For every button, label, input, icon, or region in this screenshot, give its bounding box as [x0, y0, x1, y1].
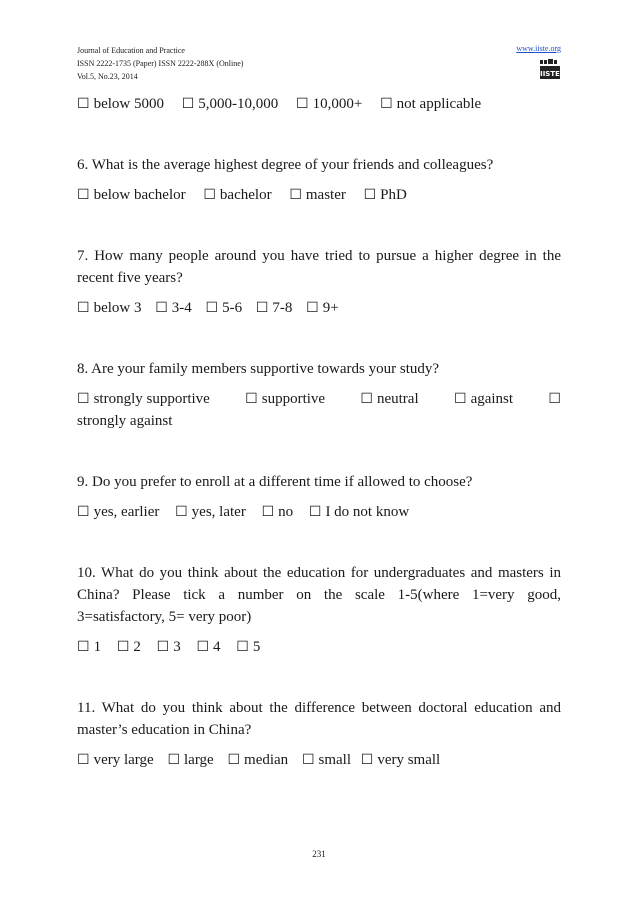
option-label: 3: [173, 639, 181, 655]
issn-line: ISSN 2222-1735 (Paper) ISSN 2222-288X (Online): [77, 59, 244, 68]
option[interactable]: [364, 187, 407, 203]
checkbox-icon[interactable]: ☐: [155, 300, 168, 316]
checkbox-icon[interactable]: ☐: [308, 504, 322, 520]
checkbox-icon[interactable]: ☐: [306, 300, 319, 316]
option[interactable]: [302, 752, 351, 768]
checkbox-icon[interactable]: ☐: [548, 391, 561, 407]
questionnaire: [77, 93, 561, 771]
iiste-logo-icon: [539, 58, 561, 80]
option-label: bachelor: [219, 187, 272, 203]
option[interactable]: [167, 752, 213, 768]
question-11: 11. What do you think about the difference between doctoral education and master’s education in China?: [77, 700, 561, 738]
option-label: 5,000-10,000: [198, 96, 279, 112]
option-label: no: [278, 504, 294, 520]
option[interactable]: [361, 752, 440, 768]
q11-options: [77, 749, 561, 771]
question-10: 10. What do you think about the education for undergraduates and masters in China? Please tick a number on the scale 1-5(where 1=very good, 3=satisfactory, 5= very poor): [77, 565, 561, 625]
option-label: 4: [213, 639, 221, 655]
option[interactable]: [77, 388, 210, 410]
option[interactable]: [256, 300, 293, 316]
option[interactable]: [77, 300, 141, 316]
option-label: below 5000: [93, 96, 164, 112]
option-label: 5: [252, 639, 261, 655]
option[interactable]: [360, 388, 418, 410]
checkbox-icon[interactable]: ☐: [116, 639, 130, 655]
option-label: 3-4: [171, 300, 192, 316]
option[interactable]: [262, 504, 294, 520]
checkbox-icon[interactable]: ☐: [255, 300, 269, 316]
option[interactable]: [77, 187, 186, 203]
option[interactable]: [548, 388, 561, 410]
option[interactable]: [236, 639, 260, 655]
option[interactable]: [155, 300, 192, 316]
q5-options: [77, 93, 561, 115]
option[interactable]: [206, 300, 243, 316]
option-label: very large: [93, 752, 154, 768]
q10-options: [77, 636, 561, 658]
checkbox-icon[interactable]: ☐: [77, 391, 90, 407]
option[interactable]: [196, 639, 220, 655]
option-label: small: [318, 752, 351, 768]
q8-options: [77, 388, 561, 410]
checkbox-icon[interactable]: ☐: [175, 504, 188, 520]
option-label: very small: [377, 752, 441, 768]
option-label: 5-6: [222, 300, 243, 316]
option-label: 10,000+: [312, 96, 363, 112]
option-label: against: [470, 391, 514, 407]
q9-options: [77, 501, 561, 523]
checkbox-icon[interactable]: ☐: [236, 639, 249, 655]
checkbox-icon[interactable]: ☐: [301, 752, 315, 768]
checkbox-icon[interactable]: ☐: [363, 187, 377, 203]
volume-line: Vol.5, No.23, 2014: [77, 72, 138, 81]
option[interactable]: [227, 752, 288, 768]
option[interactable]: [380, 96, 481, 112]
checkbox-icon[interactable]: ☐: [360, 391, 373, 407]
option-label: 2: [133, 639, 141, 655]
option[interactable]: [77, 752, 154, 768]
checkbox-icon[interactable]: ☐: [156, 639, 170, 655]
checkbox-icon[interactable]: ☐: [245, 391, 258, 407]
question-6: 6. What is the average highest degree of your friends and colleagues?: [77, 157, 494, 173]
option[interactable]: [454, 388, 513, 410]
option[interactable]: [182, 96, 279, 112]
page-header: [77, 44, 561, 86]
journal-url-link[interactable]: www.iiste.org: [516, 44, 561, 53]
question-8: 8. Are your family members supportive towards your study?: [77, 361, 440, 377]
checkbox-icon[interactable]: ☐: [380, 96, 393, 112]
q6-options: [77, 184, 561, 206]
option-label: 7-8: [272, 300, 293, 316]
option[interactable]: [77, 639, 101, 655]
journal-name: Journal of Education and Practice: [77, 46, 185, 55]
checkbox-icon[interactable]: ☐: [77, 504, 90, 520]
option[interactable]: [306, 300, 339, 316]
option-label: PhD: [380, 187, 407, 203]
checkbox-icon[interactable]: ☐: [360, 752, 374, 768]
option[interactable]: [289, 187, 346, 203]
option-label: master: [305, 187, 346, 203]
option-label: 1: [93, 639, 102, 655]
checkbox-icon[interactable]: ☐: [205, 300, 219, 316]
option[interactable]: [309, 504, 409, 520]
option-label: large: [184, 752, 214, 768]
option[interactable]: [296, 96, 362, 112]
checkbox-icon[interactable]: ☐: [454, 391, 467, 407]
checkbox-icon[interactable]: ☐: [167, 752, 180, 768]
page-number: 231: [312, 849, 326, 859]
checkbox-icon[interactable]: ☐: [261, 504, 275, 520]
option-label: below bachelor: [93, 187, 186, 203]
checkbox-icon[interactable]: ☐: [196, 639, 209, 655]
option-label: below 3: [93, 300, 142, 316]
checkbox-icon[interactable]: ☐: [77, 300, 90, 316]
option-label: neutral: [376, 391, 419, 407]
checkbox-icon[interactable]: ☐: [289, 187, 302, 203]
option-label: yes, earlier: [93, 504, 160, 520]
option[interactable]: [203, 187, 271, 203]
option-label: median: [244, 752, 289, 768]
checkbox-icon[interactable]: ☐: [77, 639, 90, 655]
checkbox-icon[interactable]: ☐: [77, 187, 90, 203]
option-label: supportive: [261, 391, 326, 407]
checkbox-icon[interactable]: ☐: [77, 752, 90, 768]
option[interactable]: [175, 504, 246, 520]
logo-text: IISTE: [540, 70, 560, 78]
checkbox-icon[interactable]: ☐: [296, 96, 309, 112]
checkbox-icon[interactable]: ☐: [77, 96, 90, 112]
option[interactable]: [157, 639, 181, 655]
checkbox-icon[interactable]: ☐: [181, 96, 195, 112]
option-label: strongly supportive: [93, 391, 210, 407]
option-label: yes, later: [191, 504, 246, 520]
checkbox-icon[interactable]: ☐: [227, 752, 241, 768]
option-label: strongly against: [77, 413, 173, 429]
question-7: 7. How many people around you have tried to pursue a higher degree in the recent five years?: [77, 248, 561, 286]
option[interactable]: [117, 639, 141, 655]
q7-options: [77, 297, 561, 319]
question-9: 9. Do you prefer to enroll at a different time if allowed to choose?: [77, 474, 473, 490]
option[interactable]: [245, 388, 325, 410]
option[interactable]: [77, 504, 159, 520]
option-label: I do not know: [325, 504, 410, 520]
option-label: not applicable: [396, 96, 482, 112]
option[interactable]: [77, 96, 164, 112]
option-label: 9+: [322, 300, 339, 316]
checkbox-icon[interactable]: ☐: [203, 187, 216, 203]
